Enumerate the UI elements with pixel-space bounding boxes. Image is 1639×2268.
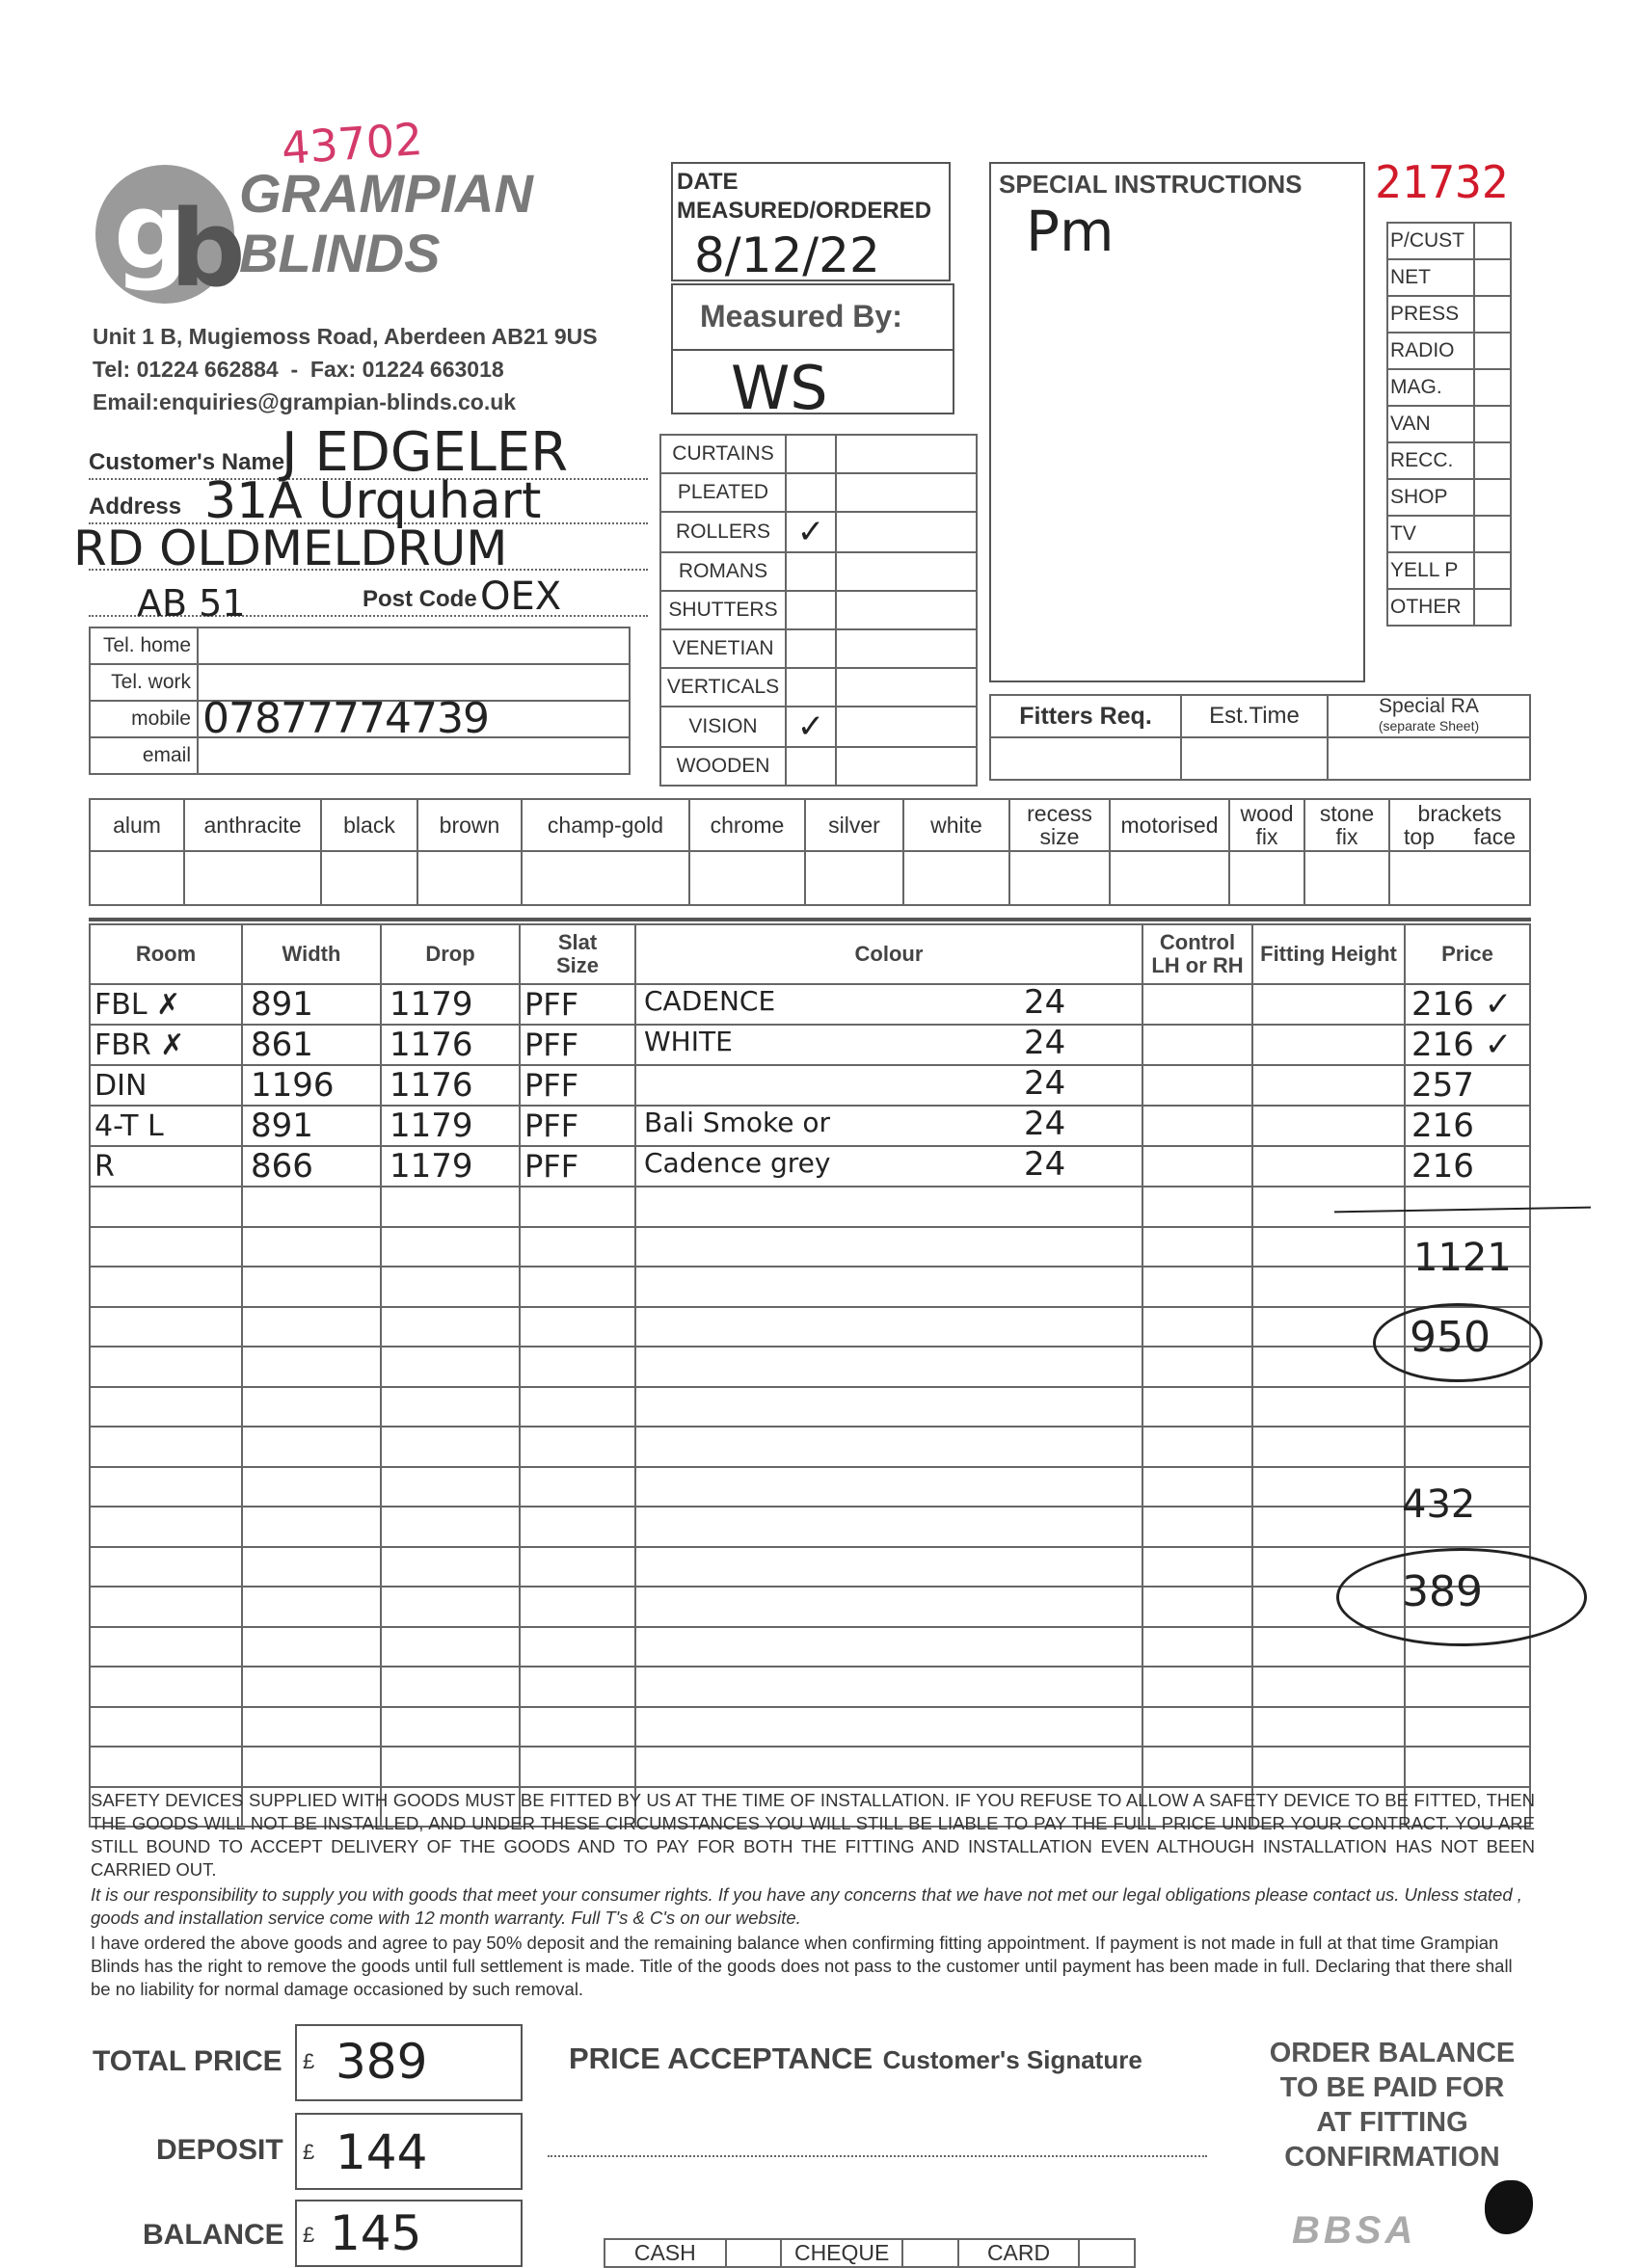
- balance-note-line2: TO BE PAID FOR: [1279, 2072, 1505, 2103]
- product-8-label: WOODEN: [660, 747, 786, 786]
- row-0-colour-cell: [635, 984, 1142, 1025]
- special-ra-note: (separate Sheet): [1378, 718, 1480, 734]
- subtotal-1: 1121: [1413, 1236, 1512, 1280]
- terms-payment: I have ordered the above goods and agree to pay 50% deposit and the remaining balance when confirming fitting appointment. If payment is not made in full at that time Grampian Blinds has the right to remove the goods until full settlement is made. Title of the goods does not pass to the customer until payment has been made in full. Declaring that there shall be no liability for normal damage occasioned by such removal.: [91, 1933, 1513, 1999]
- row-3-slat: PFF: [520, 1106, 635, 1146]
- col-fitting: Fitting Height: [1252, 924, 1405, 984]
- address-row-3: [89, 571, 648, 625]
- opt-silver: silver: [805, 799, 903, 851]
- balance-currency: £: [303, 2223, 315, 2247]
- company-name-line2: BLINDS: [239, 223, 441, 283]
- terms: [91, 1789, 1535, 2001]
- source-0-box[interactable]: [1474, 223, 1511, 259]
- row-3-colour-cell: [635, 1106, 1142, 1146]
- company-contact: [93, 320, 598, 418]
- opt-brackets-text: brackets: [1417, 801, 1502, 826]
- ink-blot: [1485, 2180, 1533, 2234]
- deposit-value: 144: [336, 2124, 428, 2180]
- row-1-colour-cell: [635, 1025, 1142, 1065]
- col-slat: [520, 924, 635, 984]
- address-line2: RD OLDMELDRUM: [73, 520, 508, 576]
- opt-brown: brown: [417, 799, 522, 851]
- opt-anthracite: anthracite: [184, 799, 321, 851]
- terms-rights: It is our responsibility to supply you with goods that meet your consumer rights. If you have any concerns that we have not met our legal obligations please contact us. Unless stated , goods and installation service come with 12 month warranty. Full T's & C's on our website.: [91, 1884, 1522, 1928]
- product-3-label: ROMANS: [660, 552, 786, 591]
- address-line1: 31A Urquhart: [204, 472, 542, 530]
- total-value: 389: [336, 2034, 428, 2090]
- balance-note-line4: CONFIRMATION: [1284, 2142, 1500, 2173]
- source-table: [1386, 222, 1512, 627]
- special-ra-text: Special RA: [1379, 695, 1479, 717]
- special-instructions-label: SPECIAL INSTRUCTIONS: [999, 170, 1303, 199]
- order-number: 21732: [1375, 156, 1509, 208]
- table-row: [90, 1707, 1530, 1748]
- table-row: [90, 1106, 1530, 1146]
- table-row: [90, 1667, 1530, 1707]
- balance-value: 145: [330, 2205, 422, 2261]
- balance-note-line3: AT FITTING: [1316, 2107, 1468, 2138]
- postcode-value: OEX: [480, 574, 562, 619]
- opt-chrome: chrome: [689, 799, 805, 851]
- source-7-box[interactable]: [1474, 479, 1511, 516]
- opt-brackets: [1389, 799, 1530, 851]
- company-tel-fax: Tel: 01224 662884 - Fax: 01224 663018: [93, 357, 504, 382]
- phone-0-value[interactable]: [198, 627, 630, 664]
- row-0-width: 891: [242, 984, 381, 1025]
- table-row: [90, 1467, 1530, 1508]
- product-1-label: PLEATED: [660, 473, 786, 512]
- row-0-room: FBL ✗: [90, 984, 242, 1025]
- source-4-label: MAG.: [1387, 369, 1474, 406]
- source-4-box[interactable]: [1474, 369, 1511, 406]
- source-9-label: YELL P: [1387, 552, 1474, 589]
- logo-mark-icon: [93, 162, 246, 310]
- row-3-code: 24: [1024, 1105, 1066, 1143]
- source-1-box[interactable]: [1474, 259, 1511, 296]
- payment-cheque-label: CHEQUE: [781, 2239, 902, 2267]
- address-row-1: [89, 472, 648, 530]
- balance-label: BALANCE: [143, 2219, 284, 2251]
- col-colour: Colour: [635, 924, 1142, 984]
- source-9-box[interactable]: [1474, 552, 1511, 589]
- subtotal-4: 389: [1402, 1567, 1483, 1616]
- source-2-box[interactable]: [1474, 296, 1511, 333]
- row-2-code: 24: [1024, 1064, 1066, 1103]
- row-1-width: 861: [242, 1025, 381, 1065]
- handwritten-order-ref: 43702: [280, 112, 425, 175]
- row-2-drop: 1176: [381, 1065, 520, 1106]
- terms-safety: SAFETY DEVICES SUPPLIED WITH GOODS MUST BE FITTED BY US AT THE TIME OF INSTALLATION. IF YOU REFUSE TO ALLOW A SAFETY DEVICE TO BE FITTED, THEN THE GOODS WILL NOT BE INSTALLED, AND UNDER THESE CIRCUMSTANCES YOU WILL STILL BE LIABLE TO PAY THE FULL PRICE UNDER YOUR CONTRACT. YOU ARE STILL BOUND TO ACCEPT DELIVERY OF THE GOODS AND TO PAY FOR BOTH THE FITTING AND INSTALLATION EVEN ALTHOUGH INSTALLATION HAS NOT BEEN CARRIED OUT.: [91, 1790, 1535, 1880]
- total-box: [295, 2024, 523, 2101]
- fitters-table: [989, 694, 1531, 781]
- payment-card-box[interactable]: [1079, 2239, 1135, 2267]
- row-4-drop: 1179: [381, 1146, 520, 1187]
- table-row: [90, 1347, 1530, 1387]
- row-1-slat: PFF: [520, 1025, 635, 1065]
- opt-wood-fix-text: fix: [1255, 824, 1278, 849]
- source-10-label: OTHER: [1387, 589, 1474, 626]
- items-table: [89, 923, 1531, 1828]
- col-width: Width: [242, 924, 381, 984]
- row-4-price: 216: [1405, 1146, 1530, 1187]
- phone-2-value[interactable]: 07877774739: [198, 701, 630, 737]
- date-value: 8/12/22: [694, 227, 880, 283]
- postcode-label: Post Code: [363, 586, 477, 612]
- row-4-colour: Cadence grey: [644, 1147, 831, 1179]
- product-6-tick[interactable]: [786, 668, 836, 707]
- opt-stone-text: stone: [1319, 801, 1375, 826]
- special-instructions-value: Pm: [1026, 199, 1115, 264]
- product-1-tick[interactable]: [786, 473, 836, 512]
- table-row: [90, 1387, 1530, 1428]
- product-5-tick[interactable]: [786, 629, 836, 668]
- customer-name-label: Customer's Name: [89, 449, 285, 475]
- phone-table: [89, 627, 631, 775]
- phone-2-label: mobile: [90, 701, 198, 737]
- phone-3-label: email: [90, 737, 198, 774]
- col-size-text: Size: [555, 953, 600, 977]
- product-0-label: CURTAINS: [660, 435, 786, 473]
- row-2-room: DIN: [90, 1065, 242, 1106]
- source-8-box[interactable]: [1474, 516, 1511, 552]
- source-0-label: P/CUST: [1387, 223, 1474, 259]
- table-row: [90, 984, 1530, 1025]
- row-1-room: FBR ✗: [90, 1025, 242, 1065]
- row-2-colour-cell: [635, 1065, 1142, 1106]
- deposit-currency: £: [303, 2140, 315, 2164]
- table-row: [90, 1307, 1530, 1347]
- table-row: [90, 1747, 1530, 1787]
- table-row: [90, 1427, 1530, 1467]
- row-1-price: 216 ✓: [1405, 1025, 1530, 1065]
- product-4-tick[interactable]: [786, 591, 836, 629]
- row-0-drop: 1179: [381, 984, 520, 1025]
- product-4-label: SHUTTERS: [660, 591, 786, 629]
- options-table: [89, 798, 1531, 906]
- opt-black: black: [321, 799, 417, 851]
- deposit-box: [295, 2113, 523, 2190]
- company-name: [239, 164, 533, 283]
- table-row: [90, 1587, 1530, 1627]
- table-row: [90, 1065, 1530, 1106]
- row-0-code: 24: [1024, 983, 1066, 1022]
- opt-alum: alum: [90, 799, 184, 851]
- payment-cash-label: CASH: [605, 2239, 726, 2267]
- table-row: [90, 1627, 1530, 1668]
- product-2-label: ROLLERS: [660, 512, 786, 552]
- opt-white: white: [903, 799, 1009, 851]
- deposit-label: DEPOSIT: [156, 2134, 283, 2166]
- source-10-box[interactable]: [1474, 589, 1511, 626]
- bbsa-logo: BBSA: [1292, 2209, 1417, 2252]
- opt-champ-gold: champ-gold: [522, 799, 689, 851]
- address-row-2: [73, 520, 648, 576]
- subtotal-3: 432: [1402, 1482, 1476, 1527]
- row-1-code: 24: [1024, 1024, 1066, 1062]
- svg-text:b: b: [170, 187, 246, 310]
- row-2-width: 1196: [242, 1065, 381, 1106]
- row-4-room: R: [90, 1146, 242, 1187]
- product-8-tick[interactable]: [786, 747, 836, 786]
- total-currency: £: [303, 2049, 315, 2073]
- table-row: [90, 1025, 1530, 1065]
- opt-size-text: size: [1039, 824, 1080, 849]
- source-8-label: TV: [1387, 516, 1474, 552]
- table-row: [90, 1547, 1530, 1588]
- row-1-drop: 1176: [381, 1025, 520, 1065]
- product-7-label: VISION: [660, 707, 786, 747]
- product-table: [659, 434, 978, 787]
- source-5-box[interactable]: [1474, 406, 1511, 442]
- source-5-label: VAN: [1387, 406, 1474, 442]
- col-control-text: Control: [1159, 930, 1236, 954]
- row-4-slat: PFF: [520, 1146, 635, 1187]
- table-row: [90, 1187, 1530, 1227]
- customer-block: [73, 421, 648, 625]
- source-6-label: RECC.: [1387, 442, 1474, 479]
- opt-recess-text: recess: [1027, 801, 1092, 826]
- company-name-line1: GRAMPIAN: [239, 163, 533, 224]
- opt-stone-fix-text: fix: [1335, 824, 1358, 849]
- special-instructions-box: [989, 162, 1365, 682]
- company-email: Email:enquiries@grampian-blinds.co.uk: [93, 389, 517, 414]
- opt-face-text: face: [1473, 824, 1516, 849]
- company-logo: [93, 162, 246, 310]
- product-5-label: VENETIAN: [660, 629, 786, 668]
- source-3-box[interactable]: [1474, 333, 1511, 369]
- opt-top-text: top: [1404, 824, 1435, 849]
- opt-recess-size: [1009, 799, 1110, 851]
- address-label: Address: [89, 494, 182, 520]
- source-7-label: SHOP: [1387, 479, 1474, 516]
- customer-name-value: J EDGELER: [282, 421, 569, 484]
- address-line3: AB 51: [137, 582, 246, 625]
- col-drop: Drop: [381, 924, 520, 984]
- source-2-label: PRESS: [1387, 296, 1474, 333]
- row-2-price: 257: [1405, 1065, 1530, 1106]
- row-3-drop: 1179: [381, 1106, 520, 1146]
- opt-wood-fix: [1229, 799, 1304, 851]
- table-row: [90, 1146, 1530, 1187]
- row-3-room: 4-T L: [90, 1106, 242, 1146]
- col-price: Price: [1405, 924, 1530, 984]
- payment-methods-table: [604, 2238, 1136, 2268]
- row-4-colour-cell: [635, 1146, 1142, 1187]
- price-acceptance-title: PRICE ACCEPTANCE: [569, 2041, 873, 2075]
- est-time-label: Est.Time: [1181, 695, 1328, 737]
- payment-card-label: CARD: [958, 2239, 1080, 2267]
- phone-0-label: Tel. home: [90, 627, 198, 664]
- row-0-colour: CADENCE: [644, 985, 776, 1017]
- row-3-colour: Bali Smoke or: [644, 1107, 830, 1138]
- col-room: Room: [90, 924, 242, 984]
- date-box: [671, 162, 951, 281]
- row-2-slat: PFF: [520, 1065, 635, 1106]
- phone-1-label: Tel. work: [90, 664, 198, 701]
- special-ra-label: [1328, 695, 1530, 737]
- measured-box: [671, 283, 954, 423]
- row-0-price: 216 ✓: [1405, 984, 1530, 1025]
- balance-note-line1: ORDER BALANCE: [1269, 2038, 1516, 2068]
- fitters-req-label: Fitters Req.: [990, 695, 1181, 737]
- date-label: DATE MEASURED/ORDERED: [677, 169, 932, 224]
- source-1-label: NET: [1387, 259, 1474, 296]
- table-row: [90, 1507, 1530, 1547]
- price-acceptance: [569, 2041, 1142, 2076]
- row-0-slat: PFF: [520, 984, 635, 1025]
- product-7-tick[interactable]: ✓: [786, 707, 836, 747]
- table-row: [90, 1267, 1530, 1307]
- row-4-width: 866: [242, 1146, 381, 1187]
- payment-cash-box[interactable]: [726, 2239, 782, 2267]
- signature-line[interactable]: [548, 2155, 1207, 2157]
- row-4-code: 24: [1024, 1145, 1066, 1184]
- row-1-colour: WHITE: [644, 1026, 733, 1057]
- product-3-tick[interactable]: [786, 552, 836, 591]
- measured-label: Measured By:: [700, 299, 902, 334]
- col-control: [1142, 924, 1252, 984]
- total-label: TOTAL PRICE: [93, 2045, 282, 2077]
- table-row: [90, 1227, 1530, 1267]
- source-6-box[interactable]: [1474, 442, 1511, 479]
- product-6-label: VERTICALS: [660, 668, 786, 707]
- col-slat-text: Slat: [557, 930, 598, 954]
- source-3-label: RADIO: [1387, 333, 1474, 369]
- row-3-price: 216: [1405, 1106, 1530, 1146]
- payment-cheque-box[interactable]: [902, 2239, 958, 2267]
- balance-box: [295, 2200, 523, 2267]
- opt-motorised: motorised: [1110, 799, 1229, 851]
- subtotal-2: 950: [1410, 1313, 1491, 1362]
- product-0-tick[interactable]: [786, 435, 836, 473]
- row-3-width: 891: [242, 1106, 381, 1146]
- balance-note: [1248, 2036, 1537, 2175]
- company-address: Unit 1 B, Mugiemoss Road, Aberdeen AB21 9US: [93, 324, 598, 349]
- measured-value: WS: [731, 353, 828, 423]
- col-lhrh-text: LH or RH: [1151, 953, 1244, 977]
- opt-wood-text: wood: [1240, 801, 1294, 826]
- svg-text:g: g: [114, 170, 190, 293]
- product-2-tick[interactable]: ✓: [786, 512, 836, 552]
- price-acceptance-subtitle: Customer's Signature: [882, 2045, 1142, 2074]
- opt-stone-fix: [1304, 799, 1389, 851]
